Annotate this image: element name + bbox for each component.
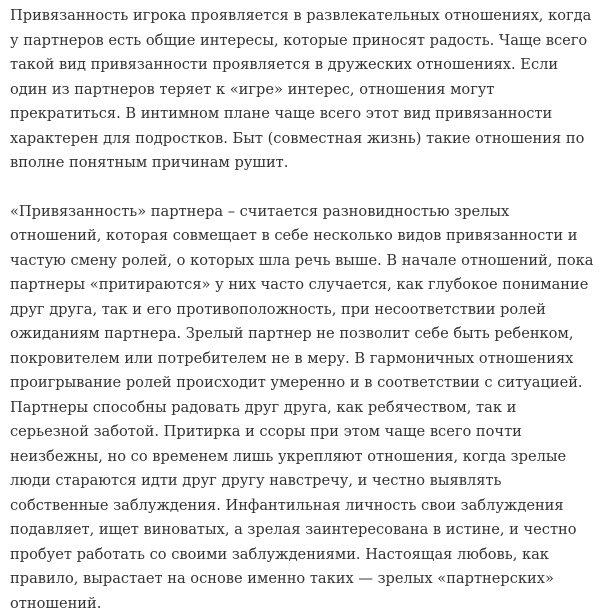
paragraph-partner-attachment: «Привязанность» партнера – считается разновидностью зрелых отношений, которая совмещает в себе несколько видов привязанности и частую смену ролей, о которых шла речь выше. В начале отношений, пока партнеры «притираются» у них часто случается, как глубокое понимание друг друга, так и его противоположность, при несоответствии ролей ожиданиям партнера. Зрелый партнер не позволит себе быть ребенком, покровителем или потребителем не в меру. В гармоничных отношениях проигрывание ролей происходит умеренно и в соответствии с ситуацией. Партнеры способны радовать друг друга, как ребячеством, так и серьезной заботой. Притирка и ссоры при этом чаще всего почти неизбежны, но со временем лишь укрепляют отношения, когда зрелые люди стараются идти друг другу навстречу, и честно выявлять собственные заблуждения. Инфантильная личность свои заблуждения подавляет, ищет виноватых, а зрелая заинтересована в истине, и честно пробует работать со своими заблуждениями. Настоящая любовь, как правило, вырастает на основе именно таких — зрелых «партнерских» отношений. bbox=[10, 200, 594, 616]
article-text bbox=[10, 4, 594, 616]
paragraph-player-attachment: Привязанность игрока проявляется в развлекательных отношениях, когда у партнеров есть общие интересы, которые приносят радость. Чаще всего такой вид привязанности проявляется в дружеских отношениях. Если один из партнеров теряет к «игре» интерес, отношения могут прекратиться. В интимном плане чаще всего этот вид привязанности характерен для подростков. Быт (совместная жизнь) такие отношения по вполне понятным причинам рушит. bbox=[10, 4, 594, 176]
